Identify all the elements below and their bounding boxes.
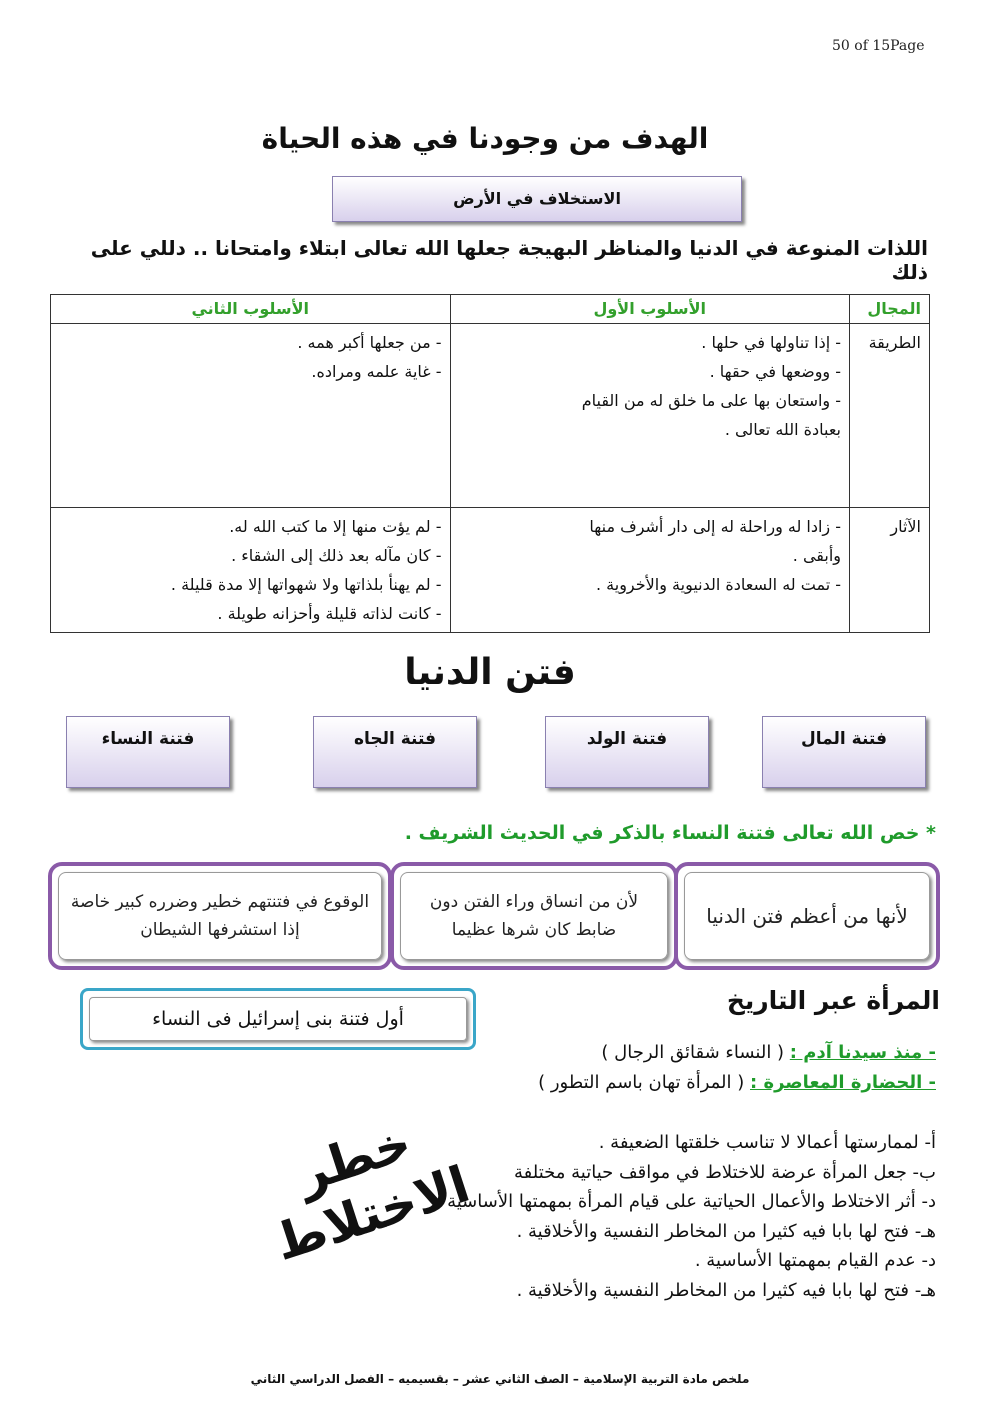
table-header: الأسلوب الأول	[450, 295, 850, 324]
reason-text: لأنها من أعظم فتن الدنيا	[684, 872, 930, 960]
page-footer: ملخص مادة التربية الإسلامية – الصف الثاني عشر – بقسيميه – الفصل الدراسي الثاني	[250, 1372, 750, 1386]
reason-text: لأن من انساق وراء الفتن دون ضابط كان شرها عظيما	[400, 872, 668, 960]
note-text: * خص الله تعالى فتنة النساء بالذكر في الحديث الشريف .	[404, 822, 936, 844]
table-row	[51, 324, 930, 508]
table-cell	[51, 324, 451, 508]
cell-line: - تمت له السعادة الدنيوية والأخروية .	[596, 575, 842, 594]
list-item: ب- جعل المرأة عرضة للاختلاط في مواقف حياتية مختلفة	[513, 1161, 936, 1183]
table-cell-field: الطريقة	[850, 324, 930, 508]
history-text: ( النساء شقائق الرجال )	[601, 1042, 785, 1063]
cell-line: - كانت لذاته قليلة وأحزانه طويلة .	[217, 604, 442, 623]
table-header: الأسلوب الثاني	[51, 295, 451, 324]
woman-history-title: المرأة عبر التاريخ	[726, 986, 940, 1015]
cell-line: - إذا تناولها في حلها .	[701, 333, 842, 352]
fitna-box-children: فتنة الولد	[545, 716, 709, 788]
cell-line: - زادا له وراحلة له إلى دار أشرف منها	[589, 517, 842, 536]
page-number: 50 of 15Page	[832, 38, 925, 54]
cell-line: بعبادة الله تعالى .	[724, 420, 842, 439]
history-label: - الحضارة المعاصرة :	[750, 1072, 936, 1093]
cell-line: وأبقى .	[792, 546, 842, 565]
list-item: د- عدم القيام بمهمتها الأساسية .	[694, 1250, 936, 1271]
israel-box	[80, 988, 476, 1050]
table-cell	[450, 324, 850, 508]
reason-box	[390, 862, 678, 970]
intro-text: اللذات المنوعة في الدنيا والمناظر البهيجة جعلها الله تعالى ابتلاء وامتحانا .. دللي على ذلك	[90, 236, 928, 284]
fitna-box-money: فتنة المال	[762, 716, 926, 788]
page-title: الهدف من وجودنا في هذه الحياة	[261, 122, 709, 155]
list-item: أ- لممارستها أعمالا لا تناسب خلقتها الضعيفة .	[598, 1132, 936, 1153]
list-item: د- أثر الاختلاط والأعمال الحياتية على قيام المرأة بمهمتها الأساسية	[447, 1191, 936, 1212]
fitna-box-status: فتنة الجاه	[313, 716, 477, 788]
table-cell-field: الآثار	[850, 508, 930, 633]
table-cell	[450, 508, 850, 633]
cell-line: - غاية علمه ومراده.	[311, 362, 442, 381]
fitna-box-women: فتنة النساء	[66, 716, 230, 788]
israel-text: أول فتنة بنى إسرائيل فى النساء	[89, 997, 467, 1041]
list-item: هـ- فتح لها بابا فيه كثيرا من المخاطر النفسية والأخلاقية .	[516, 1220, 936, 1242]
cell-line: - من جعلها أكبر همه .	[297, 333, 442, 352]
table-header: المجال	[850, 295, 930, 324]
section-title: فتن الدنيا	[404, 652, 576, 693]
history-line	[490, 1042, 936, 1063]
table-cell	[51, 508, 451, 633]
cell-line: - لم يؤت منها إلا ما كتب الله له.	[229, 517, 442, 536]
history-line	[490, 1072, 936, 1093]
subtitle-box: الاستخلاف في الأرض	[332, 176, 742, 222]
history-label: - منذ سيدنا آدم :	[789, 1042, 936, 1063]
reason-box	[674, 862, 940, 970]
danger-title: خطر الاختلاط	[267, 1112, 477, 1273]
cell-line: - كان مآله بعد ذلك إلى الشقاء .	[231, 546, 442, 565]
list-item: هـ- فتح لها بابا فيه كثيرا من المخاطر النفسية والأخلاقية .	[516, 1279, 936, 1301]
table-row	[51, 508, 930, 633]
history-text: ( المرأة تهان باسم التطور )	[538, 1072, 745, 1093]
table-header-row	[51, 295, 930, 324]
reason-box	[48, 862, 392, 970]
cell-line: - واستعان بها على ما خلق له من القيام	[581, 391, 842, 410]
cell-line: - لم يهنأ بلذاتها ولا شهواتها إلا مدة قليلة .	[170, 575, 442, 594]
comparison-table	[50, 294, 930, 633]
reason-text: الوقوع في فتنتهم خطير وضرره كبير خاصة إذا استشرفها الشيطان	[58, 872, 382, 960]
cell-line: - ووضعها في حقها .	[709, 362, 842, 381]
